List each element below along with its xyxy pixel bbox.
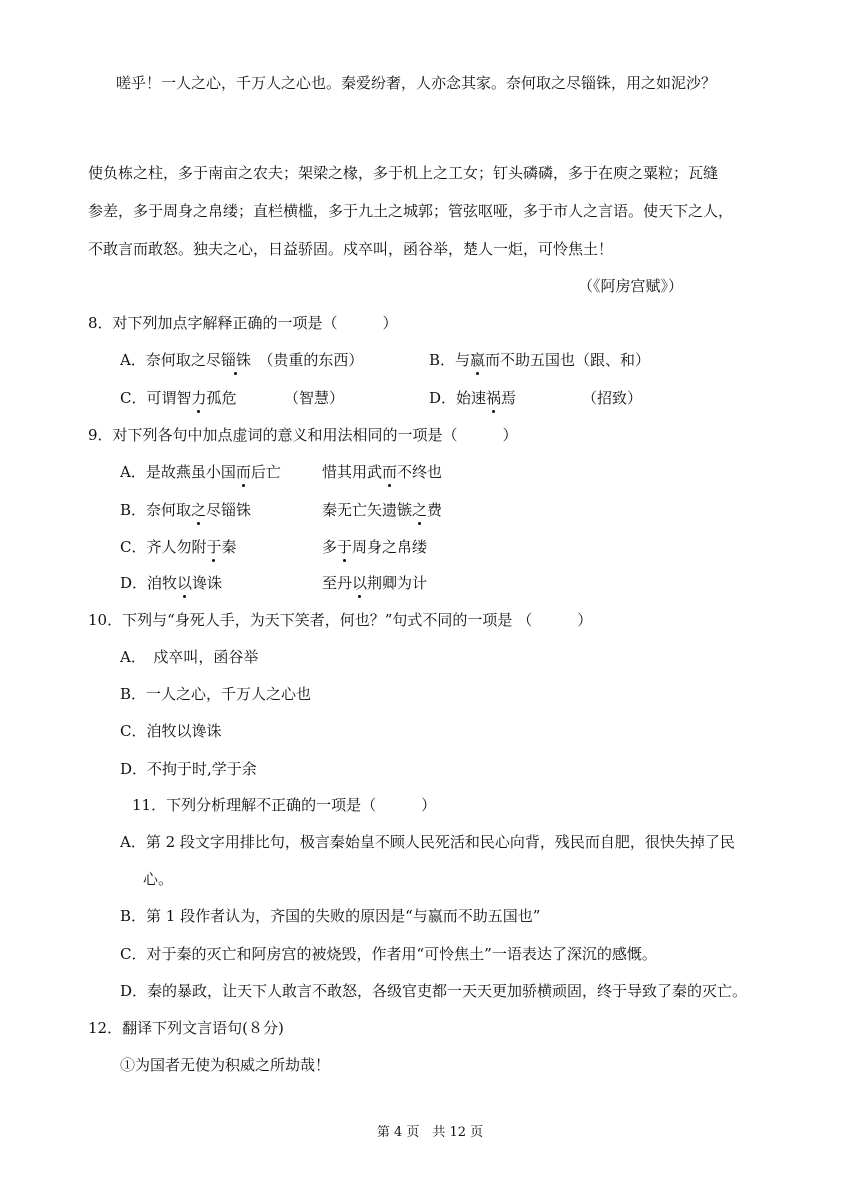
q8-option-d: D．始速祸焉 [429,389,517,407]
q10-option-a: A． 戍卒叫，函谷举 [120,648,259,666]
passage-line-4: 不敢言而敢怒。独夫之心，日益骄固。戍卒叫，函谷举，楚人一炬，可怜焦土！ [88,240,614,258]
q11-option-a-line-1: A．第 2 段文字用排比句，极言秦始皇不顾人民死活和民心向背，残民而自肥，很快失掉了民 [120,833,735,851]
q10-option-b: B．一人之心，千万人之心也 [120,685,312,703]
q9-b2-dotted: 之 [412,501,428,519]
q9-option-c-2: 多于周身之帛缕 [322,538,428,556]
q9-c2-dotted: 于 [337,538,353,556]
q8-a-dotted: 锱铢 [220,351,251,369]
q12-stem: 12．翻译下列文言语句(８分) [88,1019,284,1037]
q9-option-a-1: A．是故燕虽小国而后亡 [120,463,281,481]
passage-line-2: 使负栋之柱，多于南亩之农夫；架梁之椽，多于机上之工女；钉头磷磷，多于在庾之粟粒；瓦缝 [88,164,719,182]
q9-a2-dotted: 而 [382,463,398,481]
q8-d-dotted: 祸 [486,389,502,407]
q9-option-b-1: B．奈何取之尽锱铢 [120,501,252,519]
q11-stem: 11．下列分析理解不正确的一项是（ ） [132,796,437,814]
q10-option-c: C．洎牧以谗诛 [120,722,222,740]
q8-option-d-note: （招致） [582,389,643,407]
q9-d2-dotted: 以 [352,574,368,592]
q8-option-c-note: （智慧） [284,389,345,407]
q10-stem: 10．下列与“身死人手，为天下笑者，何也？”句式不同的一项是 （ ） [88,611,593,629]
q11-option-b: B．第 1 段作者认为，齐国的失败的原因是“与嬴而不助五国也” [120,907,541,925]
q9-option-d-1: D．洎牧以谗诛 [120,574,223,592]
q8-option-c: C．可谓智力孤危 [120,389,237,407]
q11-option-a-line-2: 心。 [143,870,174,888]
q9-option-b-2: 秦无亡矢遗镞之费 [322,501,443,519]
passage-line-3: 参差，多于周身之帛缕；直栏横槛，多于九土之城郭；管弦呕哑，多于市人之言语。使天下之人， [88,202,734,220]
q8-b-dotted: 嬴 [470,351,486,369]
page-footer: 第 4 页 共 12 页 [376,1125,484,1140]
q10-option-d: D．不拘于时,学于余 [120,760,257,778]
q9-option-d-2: 至丹以荆卿为计 [322,574,428,592]
q8-option-b: B．与嬴而不助五国也（跟、和） [429,351,651,369]
q9-c1-dotted: 于 [206,538,222,556]
q9-option-a-2: 惜其用武而不终也 [322,463,443,481]
q9-option-c-1: C．齐人勿附于秦 [120,538,237,556]
passage-source: （《阿房宫赋》） [578,277,684,295]
q9-stem: 9．对下列各句中加点虚词的意义和用法相同的一项是（ ） [88,426,518,444]
q11-option-d: D．秦的暴政，让天下人敢言不敢怒，各级官吏都一天天更加骄横顽固，终于导致了秦的灭亡。 [120,982,748,1000]
q8-stem: 8．对下列加点字解释正确的一项是（ ） [88,314,398,332]
passage-line-1: 嗟乎！一人之心，千万人之心也。秦爱纷奢，人亦念其家。奈何取之尽锱铢，用之如泥沙？ [116,74,717,92]
q9-d1-dotted: 以 [177,574,193,592]
q8-option-a: A．奈何取之尽锱铢 （贵重的东西） [120,351,364,369]
q12-item-1: ①为国者无使为积威之所劫哉！ [120,1056,331,1074]
q11-option-c: C．对于秦的灭亡和阿房宫的被烧毁，作者用“可怜焦土”一语表达了深沉的感慨。 [120,945,657,963]
q9-b1-dotted: 之 [191,501,207,519]
q9-a1-dotted: 而 [235,463,251,481]
q8-c-dotted: 力 [191,389,207,407]
